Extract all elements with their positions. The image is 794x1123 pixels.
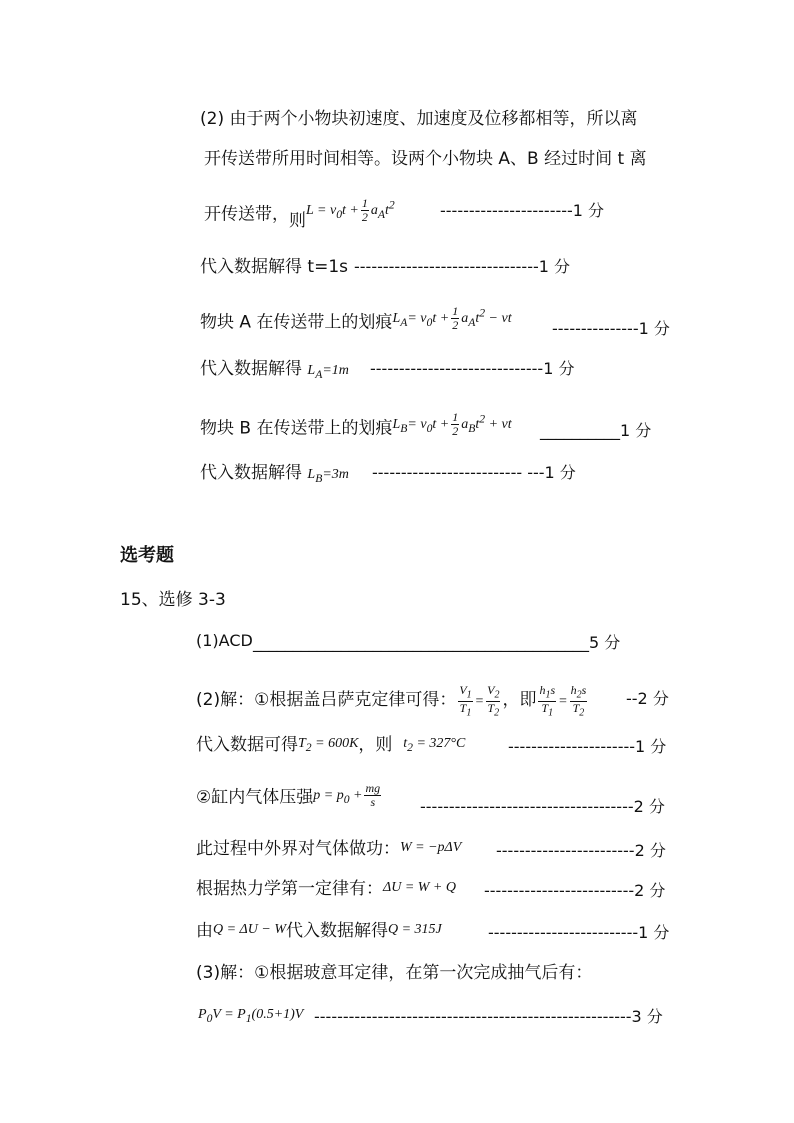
answer-8: (3)解：①根据玻意耳定律，在第一次完成抽气后有： — [196, 963, 593, 983]
question-15-title: 15、选修 3-3 — [120, 590, 226, 610]
answer-6 — [196, 878, 456, 902]
formula-LA-result: $L_A=1m$ — [307, 363, 349, 381]
formula-LB: LB= v0t + 1 2 aBt2 + vt — [392, 409, 512, 438]
para-line-5 — [200, 303, 512, 339]
line5-text: 物块 A 在传送带上的划痕 — [200, 312, 393, 333]
answer-7 — [196, 920, 442, 944]
answer-4-text: ②缸内气体压强 — [196, 787, 314, 808]
answer-1: (1)ACD — [196, 631, 253, 650]
score-answer-2: --2 分 — [626, 689, 669, 708]
formula-pressure: p = p0 + mg s — [313, 781, 381, 809]
para-line-6 — [200, 358, 349, 386]
answer-3-text: 代入数据可得 — [196, 735, 298, 755]
formula-boyle: $P_0V = P_1(0.5+1)V$ — [198, 1007, 304, 1025]
line3-ze: 则 — [289, 210, 306, 231]
formula-Q-result: Q = 315J — [388, 922, 442, 937]
para-line-8 — [200, 462, 349, 490]
score-answer-5: ------------------------2 分 — [496, 841, 666, 860]
answer-7-you: 由 — [196, 921, 213, 941]
answer-5-text: 此过程中外界对气体做功： — [196, 839, 400, 859]
score-answer-3: ----------------------1 分 — [508, 737, 667, 756]
score-answer-1: __________________________________________5 分 — [253, 633, 621, 652]
formula-gay-lussac: $\frac{V_1}{T_1}$ = $\frac{V_2}{T_2}$ — [459, 683, 500, 719]
score-line-4: --------------------------------1 分 — [354, 257, 571, 276]
score-answer-4: -------------------------------------2 分 — [420, 797, 665, 816]
answer-3 — [196, 734, 465, 762]
para-line-7 — [200, 409, 512, 445]
formula-T2: $T_2 = 600K$ — [298, 736, 359, 754]
line8-text: 代入数据解得 — [200, 463, 302, 483]
formula-LB-result: $L_B=3m$ — [307, 467, 349, 485]
formula-LA: LA= v0t + 1 2 aAt2 − vt — [392, 303, 512, 332]
formula-t2: $t_2 = 327^\circ C$ — [403, 736, 466, 754]
section-title: 选考题 — [120, 545, 174, 566]
line7-text: 物块 B 在传送带上的划痕 — [200, 418, 393, 439]
answer-2 — [196, 684, 589, 720]
formula-gay-lussac-h: $\frac{h_1s}{T_1}$ = $\frac{h_2s}{T_2}$ — [539, 683, 587, 719]
formula-work: W = −pΔV — [400, 840, 462, 855]
formula-L: L = v0t + 1 2 aAt2 — [306, 195, 395, 224]
formula-first-law: ΔU = W + Q — [383, 880, 456, 895]
line6-text: 代入数据解得 — [200, 359, 302, 379]
para-line-4: 代入数据解得 t=1s — [200, 257, 348, 277]
formula-Q: Q = ΔU − W — [213, 922, 286, 937]
answer-2-ji: ，即 — [502, 690, 537, 711]
score-line-7: __________1 分 — [540, 421, 652, 440]
answer-5 — [196, 838, 461, 862]
line3-text: 开传送带， — [204, 204, 289, 225]
answer-7-text: 代入数据解得 — [286, 921, 388, 941]
score-line-3: -----------------------1 分 — [440, 201, 605, 220]
para-line-3 — [204, 195, 395, 231]
score-line-6: ------------------------------1 分 — [370, 359, 575, 378]
answer-9 — [198, 1002, 303, 1030]
score-line-8: -------------------------- ---1 分 — [372, 463, 576, 482]
score-answer-9: -------------------------------------------------------3 分 — [314, 1007, 663, 1026]
score-answer-6: --------------------------2 分 — [484, 881, 666, 900]
answer-3-mid: ，则 — [358, 735, 393, 755]
answer-6-text: 根据热力学第一定律有： — [196, 879, 383, 899]
answer-4 — [196, 781, 383, 815]
para-line-1: (2) 由于两个小物块初速度、加速度及位移都相等，所以离 — [200, 109, 638, 129]
score-line-5: ---------------1 分 — [552, 319, 670, 338]
answer-2-text: (2)解：①根据盖吕萨克定律可得： — [196, 690, 457, 711]
para-line-2: 开传送带所用时间相等。设两个小物块 A、B 经过时间 t 离 — [204, 149, 647, 169]
score-answer-7: --------------------------1 分 — [488, 923, 670, 942]
